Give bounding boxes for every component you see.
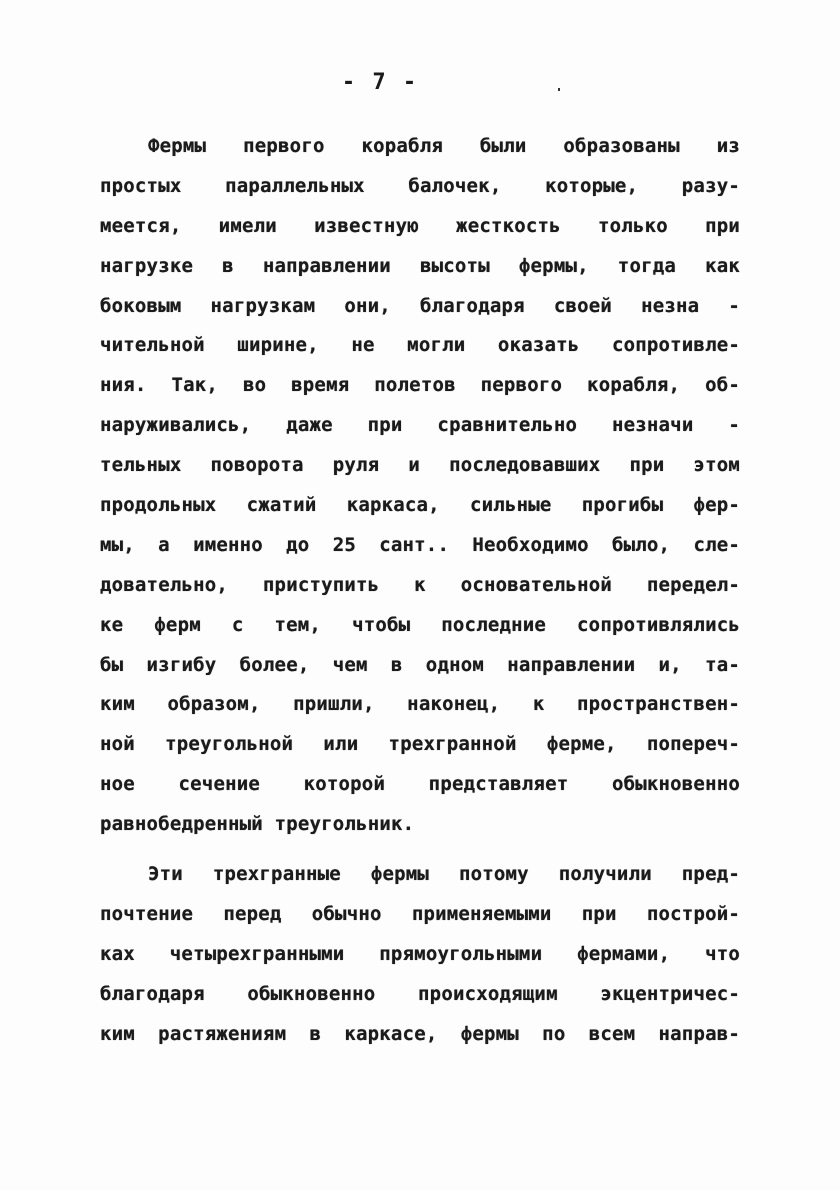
body-text [100,132,740,1059]
text-line: ное сечение которой представляет обыкновенно [100,773,740,796]
text-line: почтение перед обычно применяемыми при построй- [100,902,740,925]
paper-speck [558,88,560,91]
text-line: чительной ширине, не могли оказать сопротивле- [100,334,740,357]
text-line: ке ферм с тем, чтобы последние сопротивлялись [100,613,740,636]
text-line: равнобедренный треугольник. [100,813,415,836]
text-line: Фермы первого корабля были образованы из [148,135,740,157]
text-line: ной треугольной или трехгранной ферме, попереч- [100,733,740,756]
text-line: ния. Так, во время полетов первого корабля, об- [100,374,740,397]
text-line: простых параллельных балочек, которые, разу- [100,174,740,197]
paragraph-2 [100,860,740,1059]
text-line: ким образом, пришли, наконец, к пространствен- [100,693,740,716]
text-line: продольных сжатий каркаса, сильные прогибы фер- [100,494,740,517]
text-line: тельных поворота руля и последовавших при этом [100,454,740,477]
paragraph-1 [100,132,740,850]
text-line: довательно, приступить к основательной передел- [100,573,740,596]
text-line: Эти трехгранные фермы потому получили пред- [148,863,740,886]
text-line: меется, имели известную жесткость только при [100,214,740,237]
text-line: наруживались, даже при сравнительно незначи - [100,414,740,437]
text-line: ким растяжениям в каркасе, фермы по всем направ- [100,1022,740,1045]
text-line: мы, а именно до 25 сант.. Необходимо было, сле- [100,533,740,556]
text-line: боковым нагрузкам они, благодаря своей незна - [100,294,740,317]
text-line: нагрузке в направлении высоты фермы, тогда как [100,254,740,277]
text-line: ках четырехгранными прямоугольными фермами, что [100,942,740,965]
text-line: благодаря обыкновенно происходящим экцентричес- [100,982,740,1005]
text-line: бы изгибу более, чем в одном направлении и, та- [100,653,740,676]
page-number: - 7 - [341,70,419,95]
